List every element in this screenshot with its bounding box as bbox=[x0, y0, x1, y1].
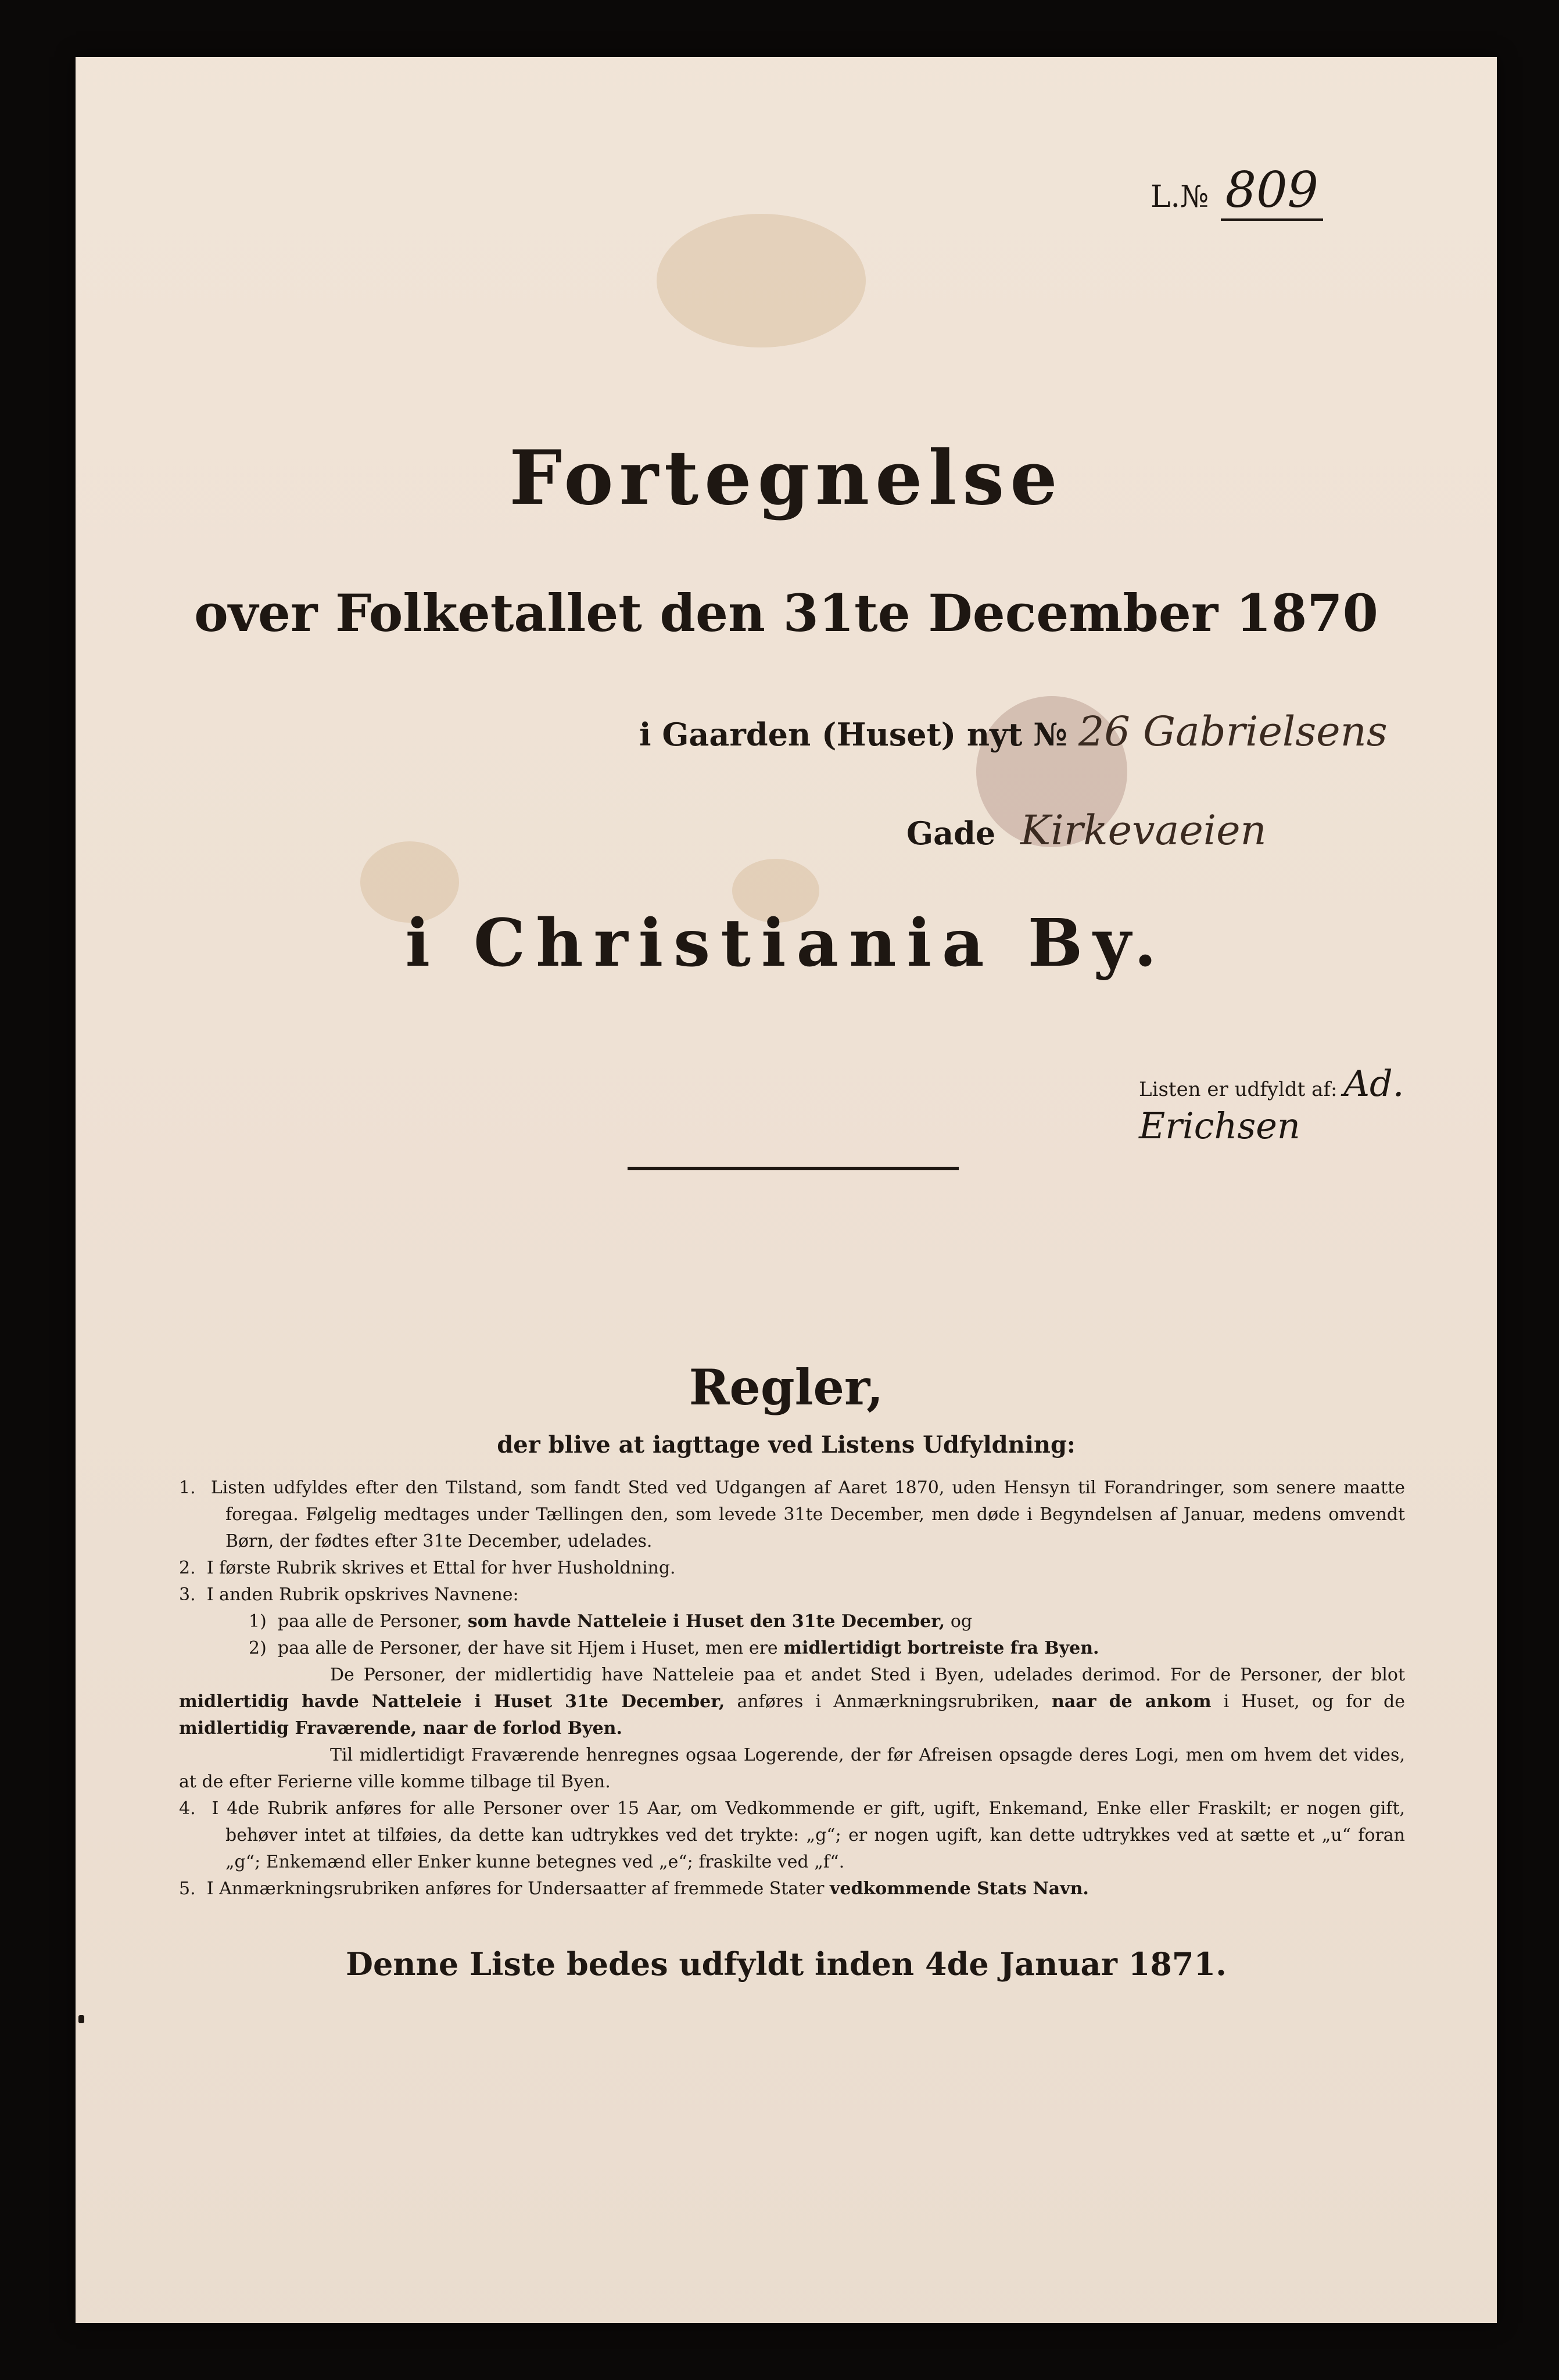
rules-subtitle: der blive at iagttage ved Listens Udfyldning: bbox=[497, 1431, 1076, 1458]
list-number bbox=[1151, 162, 1323, 218]
gaarden-value: 26 Gabrielsens bbox=[1078, 708, 1388, 755]
subitem-number: 1) bbox=[249, 1611, 267, 1632]
filled-by-value: Ad. Erichsen bbox=[1139, 1062, 1404, 1147]
rule-number: 2. bbox=[179, 1558, 196, 1578]
rule-emphasis: vedkommende Stats Navn. bbox=[829, 1879, 1089, 1899]
rule-text: I anden Rubrik opskrives Navnene: bbox=[206, 1585, 519, 1605]
subitem-text-end: og bbox=[950, 1611, 973, 1632]
rule-subitem bbox=[179, 1608, 1405, 1635]
rule-item bbox=[179, 1876, 1405, 1902]
list-number-prefix: L.№ bbox=[1151, 180, 1209, 214]
subitem-text: paa alle de Personer, der have sit Hjem i Huset, men ere bbox=[277, 1638, 778, 1658]
rule-number: 5. bbox=[179, 1879, 196, 1899]
paragraph-text: De Personer, der midlertidig have Natteleie paa et andet Sted i Byen, udelades derimod. For de Personer, der blot bbox=[330, 1665, 1405, 1685]
gaarden-field bbox=[639, 708, 1388, 755]
list-number-value: 809 bbox=[1221, 162, 1323, 221]
paragraph-emphasis: naar de ankom bbox=[1052, 1691, 1212, 1712]
rules-list bbox=[179, 1475, 1405, 1902]
rule-item bbox=[179, 1795, 1405, 1876]
rule-text: I 4de Rubrik anføres for alle Personer over 15 Aar, om Vedkommende er gift, ugift, Enkemand, Enke eller Fraskilt; er nogen gift, behøver intet at tilføies, da dette kan udtrykkes ved det trykte: „g“; er nogen ugift, kan dette udtrykkes ved at sætte et „u“ foran „g“; Enkemænd eller Enker kunne betegnes ved „e“; fraskilte ved „f“. bbox=[212, 1798, 1405, 1872]
rule-item bbox=[179, 1555, 1405, 1582]
stain-top bbox=[657, 214, 866, 347]
rule-item bbox=[179, 1582, 1405, 1608]
fold-mark bbox=[78, 2015, 84, 2023]
rules-title: Regler, bbox=[689, 1359, 884, 1416]
subitem-emphasis: midlertidigt bortreiste fra Byen. bbox=[783, 1638, 1099, 1658]
divider-rule bbox=[628, 1167, 959, 1170]
gade-label: Gade bbox=[906, 815, 996, 852]
gade-field bbox=[906, 807, 1267, 854]
rule-paragraph bbox=[179, 1662, 1405, 1742]
rule-text: I første Rubrik skrives et Ettal for hver Husholdning. bbox=[206, 1558, 676, 1578]
subitem-number: 2) bbox=[249, 1638, 267, 1658]
rule-item bbox=[179, 1475, 1405, 1555]
page-title: Fortegnelse bbox=[509, 435, 1063, 522]
rule-subitem bbox=[179, 1635, 1405, 1662]
paragraph-text: i Huset, og for de bbox=[1223, 1691, 1405, 1712]
rule-number: 3. bbox=[179, 1585, 196, 1605]
census-form-sheet bbox=[76, 57, 1497, 2323]
paragraph-emphasis: midlertidig havde Natteleie i Huset 31te December, bbox=[179, 1691, 725, 1712]
filled-by-label: Listen er udfyldt af: bbox=[1139, 1078, 1338, 1101]
deadline-note: Denne Liste bedes udfyldt inden 4de Januar 1871. bbox=[346, 1945, 1227, 1983]
rule-text: I Anmærkningsrubriken anføres for Undersaatter af fremmede Stater bbox=[206, 1879, 825, 1899]
page-subtitle: over Folketallet den 31te December 1870 bbox=[194, 583, 1378, 643]
filled-by-field bbox=[1139, 1062, 1497, 1147]
rule-number: 4. bbox=[179, 1798, 196, 1819]
paragraph-emphasis: midlertidig Fraværende, naar de forlod Byen. bbox=[179, 1718, 622, 1739]
rule-number: 1. bbox=[179, 1478, 196, 1498]
subitem-text: paa alle de Personer, bbox=[277, 1611, 463, 1632]
paragraph-text: Til midlertidigt Fraværende henregnes ogsaa Logerende, der før Afreisen opsagde deres Logi, men om hvem det vides, at de efter Ferierne ville komme tilbage til Byen. bbox=[179, 1745, 1405, 1792]
gaarden-label: i Gaarden (Huset) nyt № bbox=[639, 716, 1067, 753]
subitem-emphasis: som havde Natteleie i Huset den 31te December, bbox=[467, 1611, 945, 1632]
rule-paragraph bbox=[179, 1742, 1405, 1795]
gade-value: Kirkevaeien bbox=[1020, 807, 1267, 854]
paragraph-text: anføres i Anmærkningsrubriken, bbox=[737, 1691, 1040, 1712]
rule-text: Listen udfyldes efter den Tilstand, som fandt Sted ved Udgangen af Aaret 1870, uden Hensyn til Forandringer, som senere maatte foregaa. Følgelig medtages under Tællingen den, som levede 31te December, men døde i Begyndelsen af Januar, medens omvendt Børn, der fødtes efter 31te December, udelades. bbox=[210, 1478, 1405, 1551]
city-heading: i Christiania By. bbox=[405, 905, 1167, 981]
